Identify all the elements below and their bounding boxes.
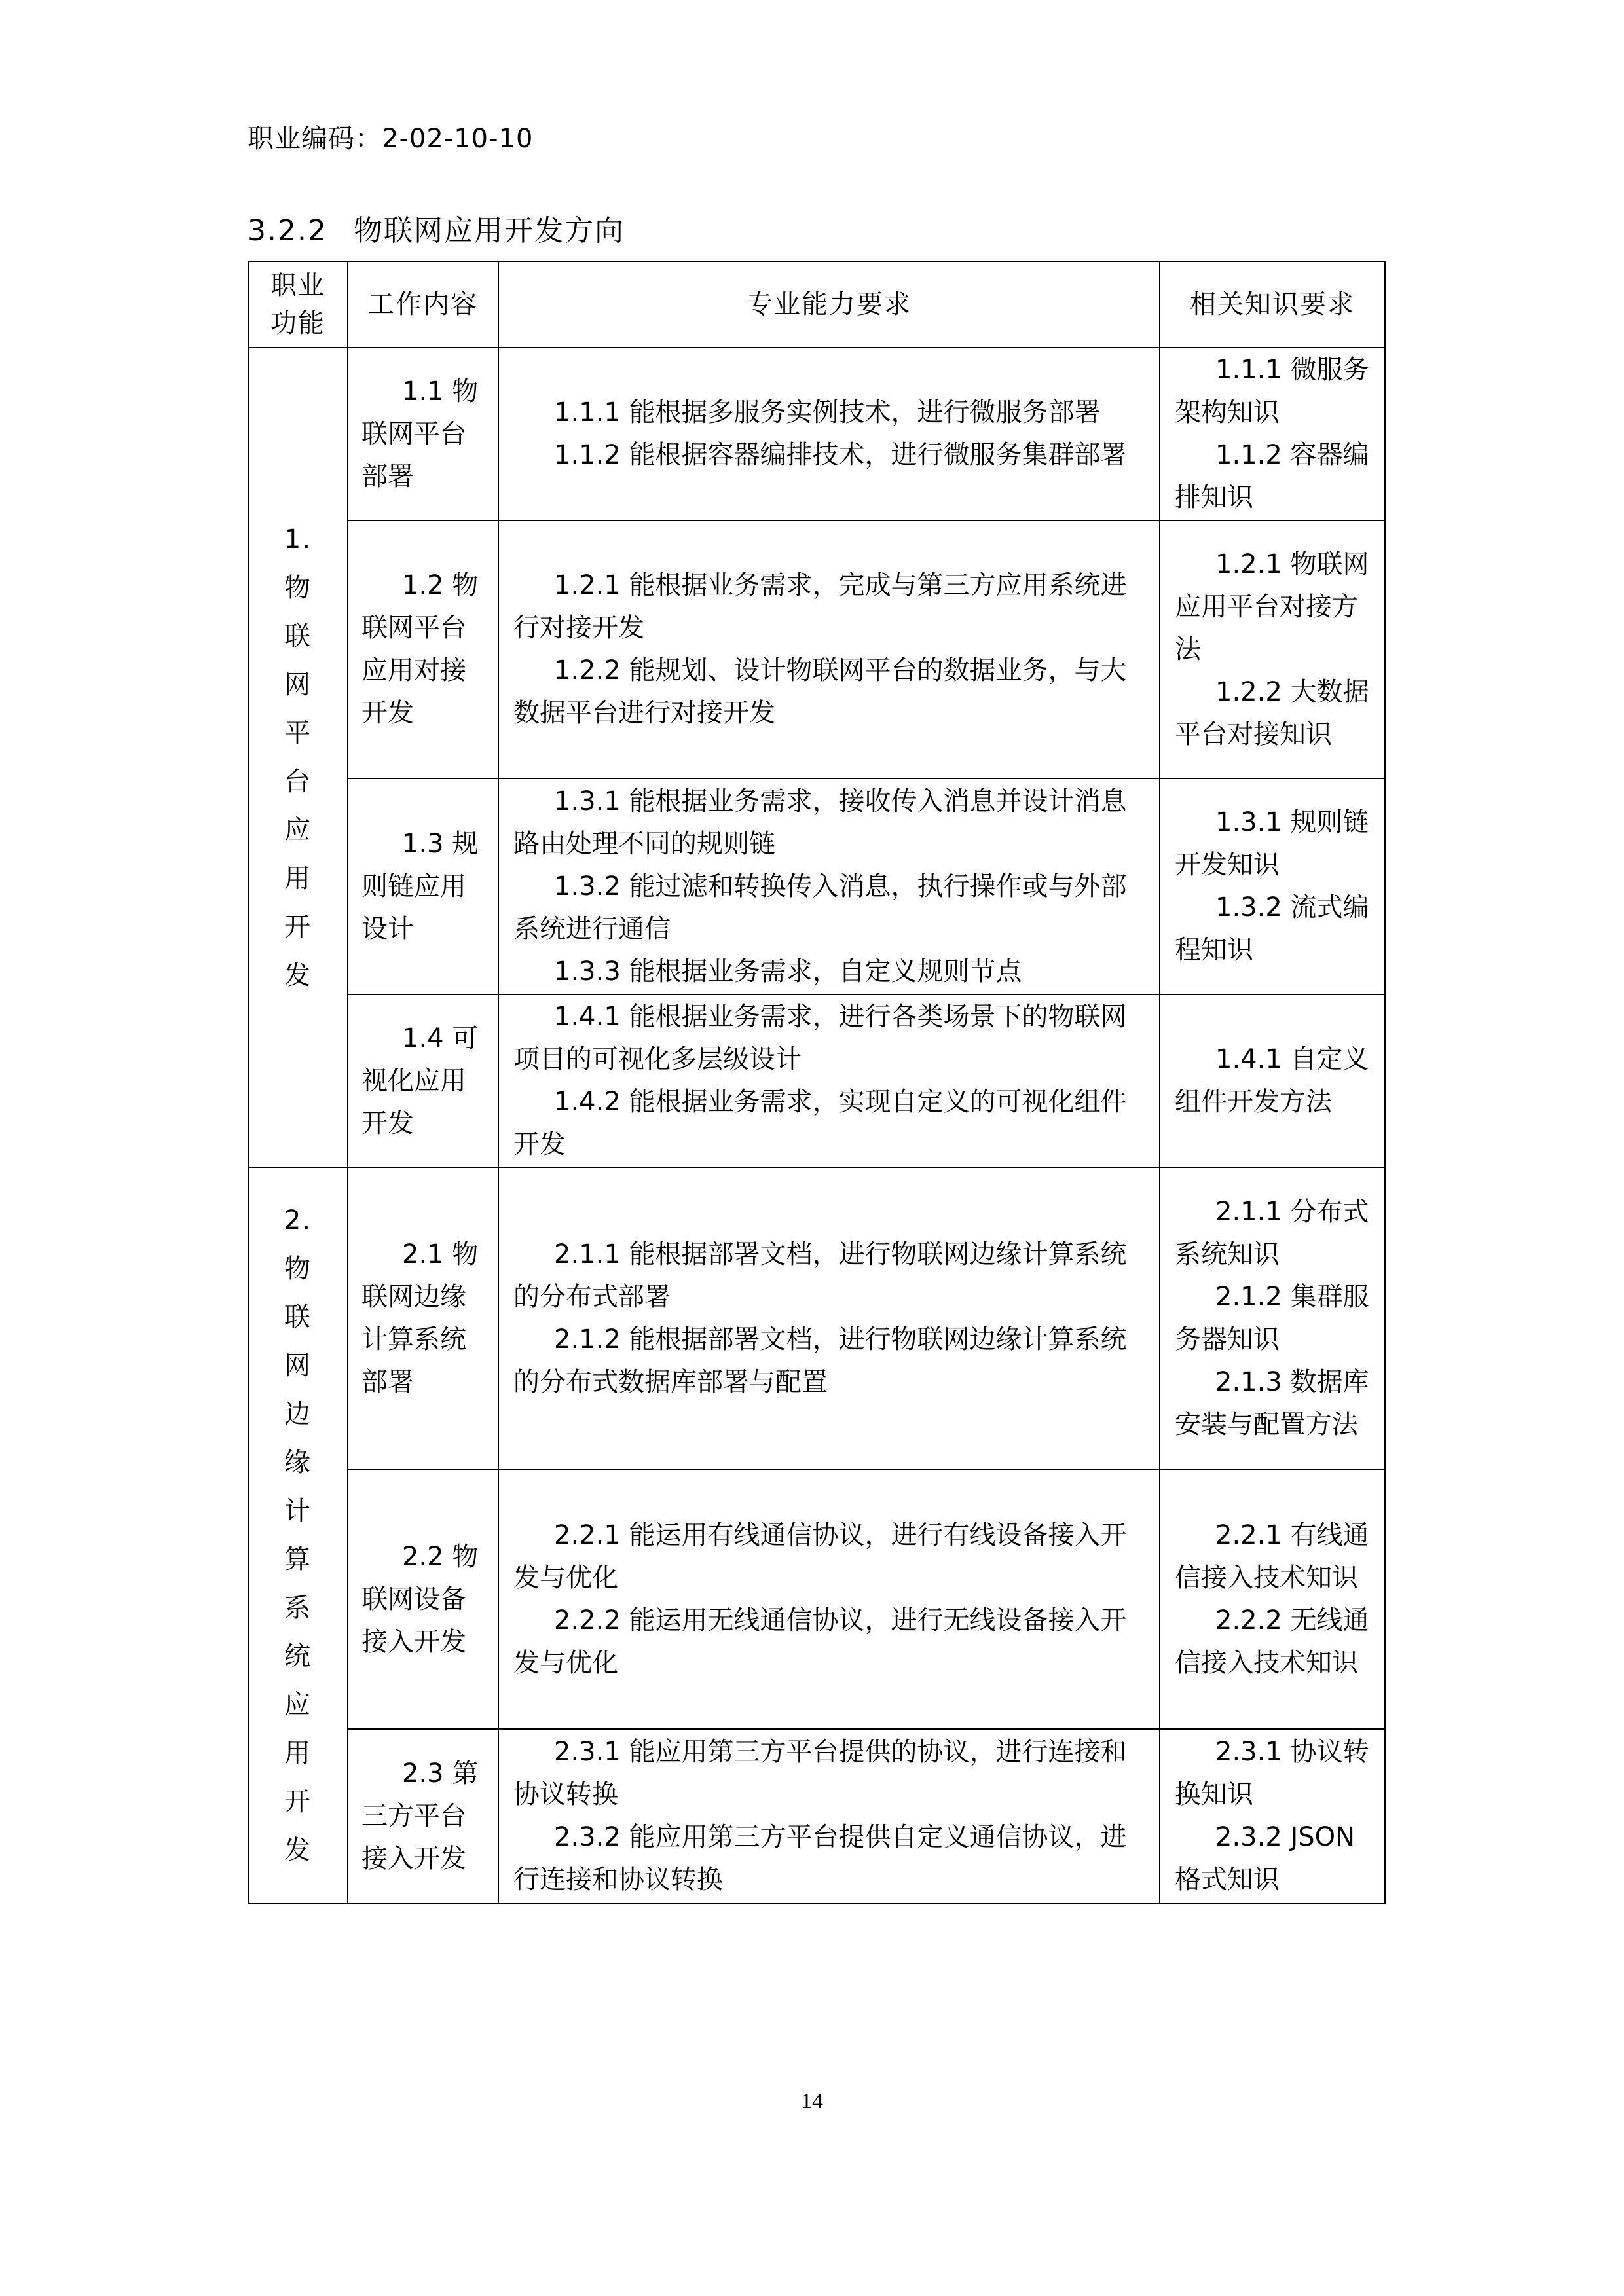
content-text: 1.3 规则链应用设计 <box>361 828 479 944</box>
skill-item: 2.1.1 能根据部署文档，进行物联网边缘计算系统的分布式部署 <box>513 1239 1127 1312</box>
knowledge-item: 1.2.1 物联网应用平台对接方法 <box>1175 549 1369 665</box>
knowledge-item: 2.1.3 数据库安装与配置方法 <box>1175 1367 1369 1440</box>
occupation-code: 职业编码：2-02-10-10 <box>248 124 534 154</box>
skill-item: 1.1.2 能根据容器编排技术，进行微服务集群部署 <box>554 440 1127 470</box>
content-cell <box>348 778 498 994</box>
section-number: 3.2.2 <box>248 214 327 247</box>
knowledge-item: 2.1.2 集群服务器知识 <box>1175 1282 1369 1355</box>
skill-cell <box>498 348 1160 520</box>
skill-cell <box>498 1470 1160 1729</box>
table-row <box>248 1167 1385 1470</box>
knowledge-cell <box>1160 778 1385 994</box>
knowledge-item: 2.1.1 分布式系统知识 <box>1175 1197 1369 1269</box>
skill-item: 1.3.1 能根据业务需求，接收传入消息并设计消息路由处理不同的规则链 <box>513 786 1127 859</box>
skill-cell <box>498 778 1160 994</box>
content-text: 2.2 物联网设备接入开发 <box>361 1541 479 1657</box>
section-heading <box>248 210 625 253</box>
table-row <box>248 1470 1385 1729</box>
skill-item: 2.2.1 能运用有线通信协议，进行有线设备接入开发与优化 <box>513 1520 1127 1593</box>
skill-cell <box>498 1167 1160 1470</box>
table-row <box>248 1729 1385 1903</box>
header-knowledge: 相关知识要求 <box>1160 261 1385 348</box>
page-number: 14 <box>801 2089 823 2113</box>
skill-item: 1.3.2 能过滤和转换传入消息，执行操作或与外部系统进行通信 <box>513 871 1127 944</box>
knowledge-item: 2.3.1 协议转换知识 <box>1175 1737 1369 1810</box>
knowledge-cell <box>1160 1167 1385 1470</box>
knowledge-cell <box>1160 348 1385 520</box>
skill-item: 1.4.1 能根据业务需求，进行各类场景下的物联网项目的可视化多层级设计 <box>513 1002 1127 1074</box>
knowledge-cell <box>1160 994 1385 1167</box>
knowledge-item: 1.1.2 容器编排知识 <box>1175 440 1369 513</box>
function-cell: 1.物联网平台应用开发 <box>248 348 348 1167</box>
knowledge-item: 2.2.1 有线通信接入技术知识 <box>1175 1520 1369 1593</box>
table-row <box>248 348 1385 520</box>
content-cell <box>348 1729 498 1903</box>
skill-item: 2.2.2 能运用无线通信协议，进行无线设备接入开发与优化 <box>513 1605 1127 1678</box>
knowledge-item: 2.2.2 无线通信接入技术知识 <box>1175 1605 1369 1678</box>
skill-item: 1.3.3 能根据业务需求，自定义规则节点 <box>554 956 1022 987</box>
knowledge-item: 2.3.2 JSON格式知识 <box>1175 1822 1356 1895</box>
requirements-table <box>248 261 1386 1904</box>
knowledge-cell <box>1160 1729 1385 1903</box>
content-text: 2.3 第三方平台接入开发 <box>361 1758 479 1874</box>
knowledge-cell <box>1160 1470 1385 1729</box>
skill-cell <box>498 520 1160 778</box>
table-header-row <box>248 261 1385 348</box>
table-row <box>248 994 1385 1167</box>
skill-item: 1.4.2 能根据业务需求，实现自定义的可视化组件开发 <box>513 1087 1127 1159</box>
content-cell <box>348 994 498 1167</box>
content-cell <box>348 1167 498 1470</box>
header-function: 职业功能 <box>248 261 348 348</box>
skill-item: 2.3.2 能应用第三方平台提供自定义通信协议，进行连接和协议转换 <box>513 1822 1127 1895</box>
skill-cell <box>498 994 1160 1167</box>
knowledge-item: 1.2.2 大数据平台对接知识 <box>1175 676 1369 750</box>
table-row <box>248 778 1385 994</box>
content-text: 1.1 物联网平台部署 <box>361 376 479 492</box>
knowledge-cell <box>1160 520 1385 778</box>
skill-cell <box>498 1729 1160 1903</box>
knowledge-item: 1.3.2 流式编程知识 <box>1175 892 1369 965</box>
skill-item: 1.2.2 能规划、设计物联网平台的数据业务，与大数据平台进行对接开发 <box>513 655 1127 728</box>
knowledge-item: 1.1.1 微服务架构知识 <box>1175 355 1369 428</box>
header-skill: 专业能力要求 <box>498 261 1160 348</box>
function-cell: 2.物联网边缘计算系统应用开发 <box>248 1167 348 1903</box>
skill-item: 2.3.1 能应用第三方平台提供的协议，进行连接和协议转换 <box>513 1737 1127 1810</box>
skill-item: 1.1.1 能根据多服务实例技术，进行微服务部署 <box>554 397 1101 428</box>
content-cell <box>348 348 498 520</box>
section-title: 物联网应用开发方向 <box>353 214 625 247</box>
content-cell <box>348 1470 498 1729</box>
skill-item: 2.1.2 能根据部署文档，进行物联网边缘计算系统的分布式数据库部署与配置 <box>513 1324 1127 1397</box>
knowledge-item: 1.4.1 自定义组件开发方法 <box>1175 1044 1369 1117</box>
header-content: 工作内容 <box>348 261 498 348</box>
skill-item: 1.2.1 能根据业务需求，完成与第三方应用系统进行对接开发 <box>513 570 1127 643</box>
content-text: 1.2 物联网平台应用对接开发 <box>361 570 479 728</box>
content-text: 1.4 可视化应用开发 <box>361 1023 479 1139</box>
table-row <box>248 520 1385 778</box>
knowledge-item: 1.3.1 规则链开发知识 <box>1175 807 1369 880</box>
content-text: 2.1 物联网边缘计算系统部署 <box>361 1239 479 1397</box>
content-cell <box>348 520 498 778</box>
